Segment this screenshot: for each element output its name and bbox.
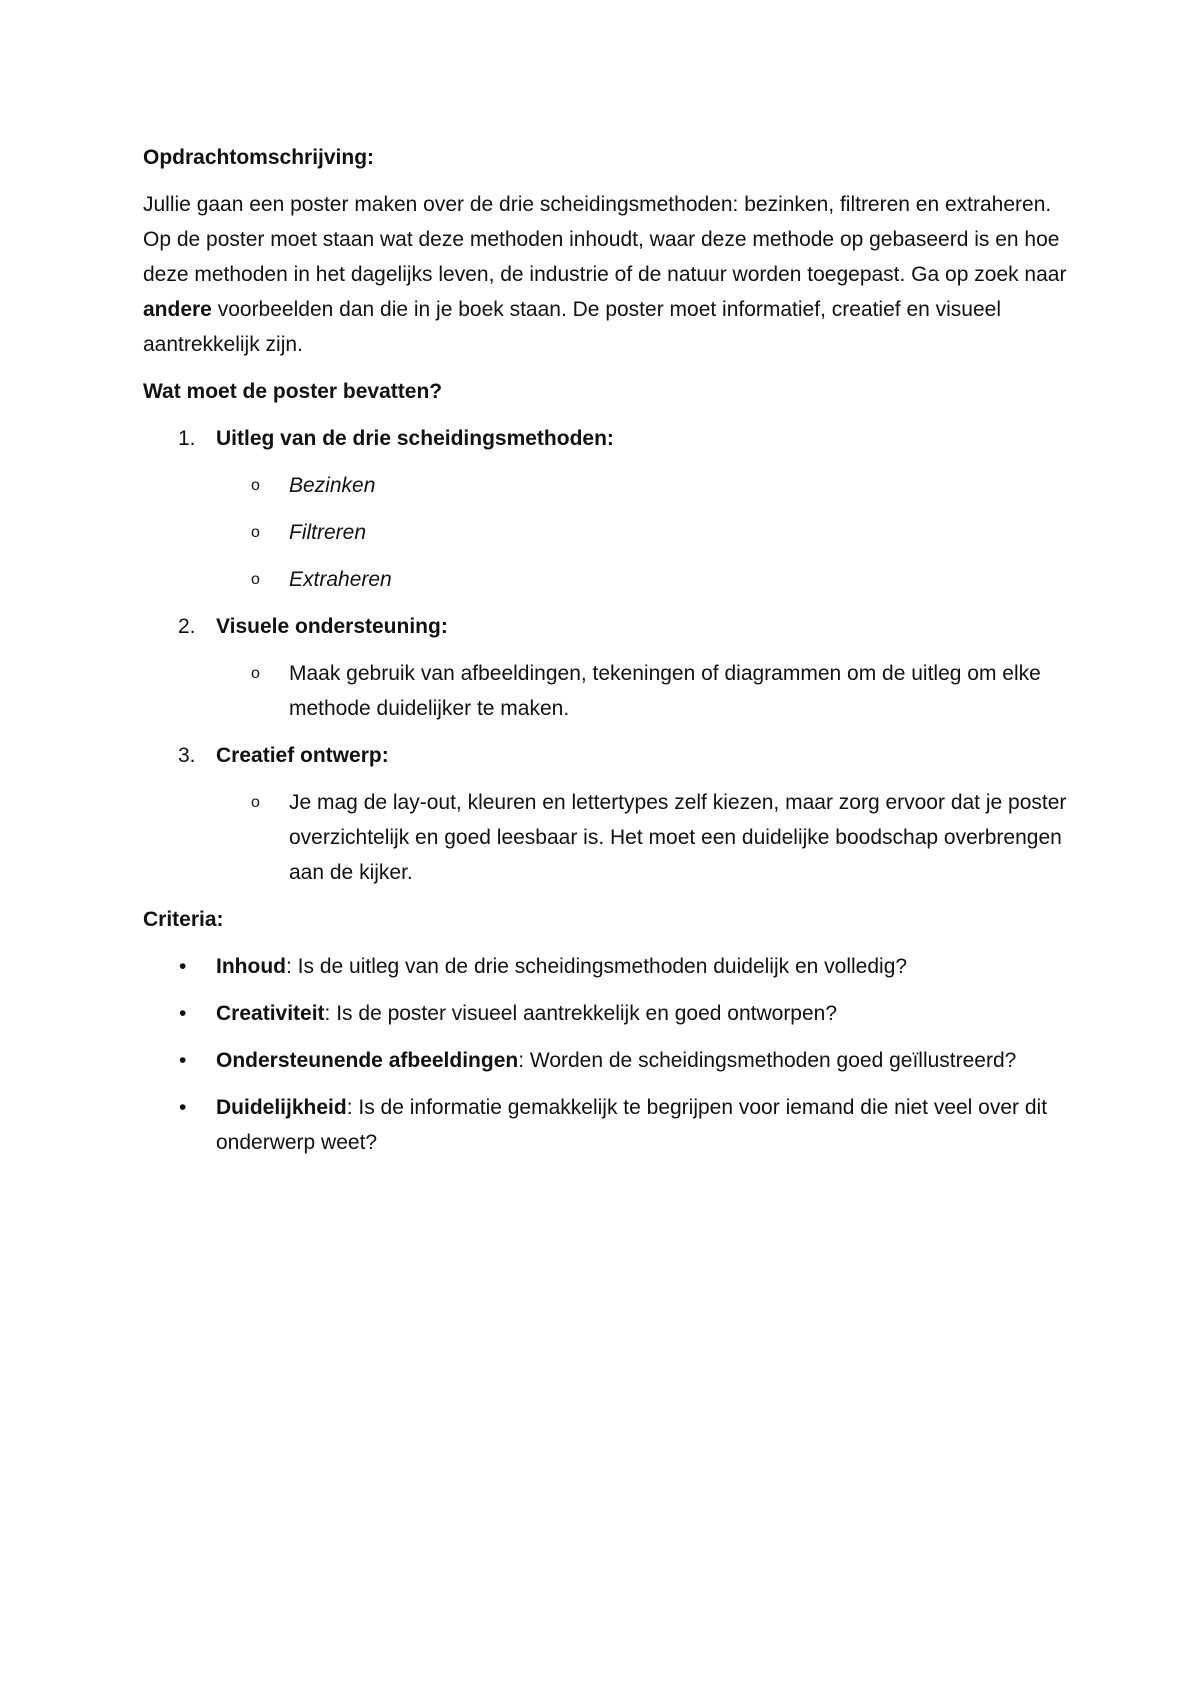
criteria-item bbox=[143, 1090, 1073, 1160]
criteria-text: : Is de informatie gemakkelijk te begrijpen voor iemand die niet veel over dit onderwerp weet? bbox=[216, 1096, 1048, 1154]
circle-bullet-icon: o bbox=[251, 524, 260, 541]
sub-list-item bbox=[216, 515, 1073, 550]
method-name: Bezinken bbox=[289, 474, 376, 497]
criteria-text: : Is de poster visueel aantrekkelijk en goed ontworpen? bbox=[324, 1002, 838, 1025]
section-title: Creatief ontwerp: bbox=[216, 744, 389, 767]
method-name: Filtreren bbox=[289, 521, 367, 544]
criteria-item bbox=[143, 1043, 1073, 1078]
number-marker: 3. bbox=[178, 744, 196, 767]
criteria-label: Creativiteit bbox=[216, 1002, 325, 1025]
number-marker: 2. bbox=[178, 615, 196, 638]
intro-bold-word: andere bbox=[143, 298, 212, 321]
criteria-label: Ondersteunende afbeeldingen bbox=[216, 1049, 519, 1072]
section-title: Uitleg van de drie scheidingsmethoden: bbox=[216, 427, 614, 450]
bullet-icon: • bbox=[179, 1096, 187, 1119]
assignment-heading: Opdrachtomschrijving: bbox=[143, 146, 375, 169]
bullet-icon: • bbox=[179, 1002, 187, 1025]
intro-paragraph bbox=[143, 187, 1073, 362]
circle-bullet-icon: o bbox=[251, 794, 260, 811]
sub-list bbox=[216, 785, 1073, 890]
circle-bullet-icon: o bbox=[251, 571, 260, 588]
document-page bbox=[143, 140, 1073, 1172]
bullet-icon: • bbox=[179, 955, 187, 978]
number-marker: 1. bbox=[178, 427, 196, 450]
intro-text-2: voorbeelden dan die in je boek staan. De poster moet informatief, creatief en visueel aantrekkelijk zijn. bbox=[143, 298, 1002, 356]
criteria-label: Inhoud bbox=[216, 955, 286, 978]
circle-bullet-icon: o bbox=[251, 665, 260, 682]
criteria-item bbox=[143, 949, 1073, 984]
sub-list-item bbox=[216, 562, 1073, 597]
intro-text-1: Jullie gaan een poster maken over de drie scheidingsmethoden: bezinken, filtreren en extraheren. Op de poster moet staan wat deze methoden inhoudt, waar deze methode op gebaseerd is en hoe deze methoden in het dagelijks leven, de industrie of de natuur worden toegepast. Ga op zoek naar bbox=[143, 193, 1067, 286]
section-title: Visuele ondersteuning: bbox=[216, 615, 448, 638]
sub-item-text: Je mag de lay-out, kleuren en lettertypes zelf kiezen, maar zorg ervoor dat je poster overzichtelijk en goed leesbaar is. Het moet een duidelijke boodschap overbrengen aan de kijker. bbox=[289, 791, 1067, 884]
sub-list-item bbox=[216, 656, 1073, 726]
criteria-label: Duidelijkheid bbox=[216, 1096, 347, 1119]
numbered-item-1 bbox=[143, 421, 1073, 597]
sub-list bbox=[216, 468, 1073, 597]
bullet-icon: • bbox=[179, 1049, 187, 1072]
sub-list bbox=[216, 656, 1073, 726]
criteria-heading: Criteria: bbox=[143, 908, 224, 931]
contents-heading: Wat moet de poster bevatten? bbox=[143, 380, 443, 403]
sub-item-text: Maak gebruik van afbeeldingen, tekeningen of diagrammen om de uitleg om elke methode duidelijker te maken. bbox=[289, 662, 1041, 720]
criteria-item bbox=[143, 996, 1073, 1031]
numbered-item-2 bbox=[143, 609, 1073, 726]
sub-list-item bbox=[216, 785, 1073, 890]
circle-bullet-icon: o bbox=[251, 477, 260, 494]
method-name: Extraheren bbox=[289, 568, 392, 591]
sub-list-item bbox=[216, 468, 1073, 503]
criteria-text: : Worden de scheidingsmethoden goed geïllustreerd? bbox=[518, 1049, 1017, 1072]
criteria-text: : Is de uitleg van de drie scheidingsmethoden duidelijk en volledig? bbox=[285, 955, 908, 978]
numbered-item-3 bbox=[143, 738, 1073, 890]
